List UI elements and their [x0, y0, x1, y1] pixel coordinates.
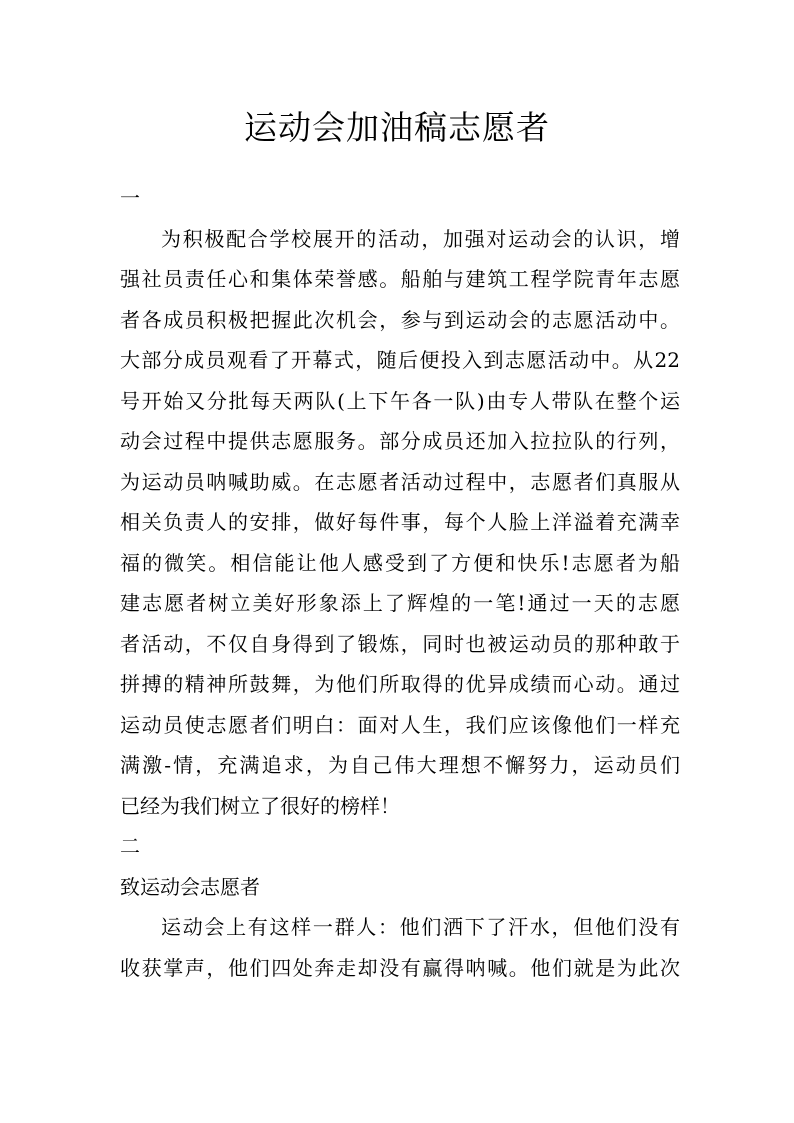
paragraph-2 — [120, 907, 680, 988]
paragraph-line: 强社员责任心和集体荣誉感。船舶与建筑工程学院青年志愿 — [120, 267, 680, 291]
paragraph-line: 大部分成员观看了开幕式，随后便投入到志愿活动中。从22 — [120, 348, 680, 372]
paragraph-line: 满激-情，充满追求，为自己伟大理想不懈努力，运动员们 — [120, 753, 680, 777]
paragraph-line: 已经为我们树立了很好的榜样！ — [120, 793, 400, 818]
document-body — [120, 178, 680, 988]
paragraph-line: 拼搏的精神所鼓舞，为他们所取得的优异成绩而心动。通过 — [120, 672, 680, 696]
paragraph-line: 运动员使志愿者们明白：面对人生，我们应该像他们一样充 — [120, 712, 680, 737]
paragraph-line: 建志愿者树立美好形象添上了辉煌的一笔!通过一天的志愿 — [120, 591, 680, 615]
section-marker-1: 一 — [120, 186, 140, 210]
paragraph-line: 运动会上有这样一群人：他们洒下了汗水，但他们没有 — [161, 915, 680, 939]
section-marker-2: 二 — [120, 834, 140, 858]
paragraph-1 — [120, 219, 680, 827]
document-title: 运动会加油稿志愿者 — [244, 108, 550, 147]
paragraph-line: 福的微笑。相信能让他人感受到了方便和快乐!志愿者为船 — [120, 550, 680, 575]
paragraph-line: 为运动员呐喊助威。在志愿者活动过程中，志愿者们真服从 — [120, 469, 680, 494]
section-heading: 致运动会志愿者 — [120, 874, 260, 899]
paragraph-line: 者各成员积极把握此次机会，参与到运动会的志愿活动中。 — [120, 307, 680, 332]
paragraph-line: 动会过程中提供志愿服务。部分成员还加入拉拉队的行列， — [120, 429, 680, 453]
paragraph-line: 相关负责人的安排，做好每件事，每个人脸上洋溢着充满幸 — [120, 510, 680, 534]
paragraph-line: 为积极配合学校展开的活动，加强对运动会的认识，增 — [161, 226, 680, 251]
paragraph-line: 收获掌声，他们四处奔走却没有赢得呐喊。他们就是为此次 — [120, 955, 680, 980]
paragraph-line: 者活动，不仅自身得到了锻炼，同时也被运动员的那种敢于 — [120, 631, 680, 656]
paragraph-line: 号开始又分批每天两队(上下午各一队)由专人带队在整个运 — [120, 388, 680, 413]
